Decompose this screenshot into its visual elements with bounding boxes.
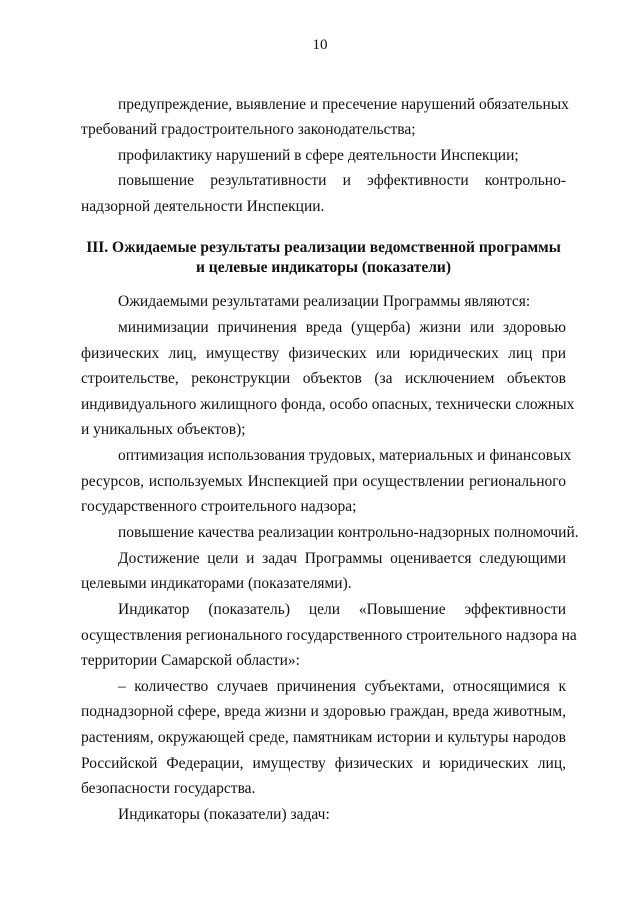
paragraph-line: требований градостроительного законодательства;: [81, 121, 416, 138]
paragraph-line: поднадзорной сфере, вреда жизни и здоровью граждан, вреда животным,: [81, 703, 566, 720]
paragraph-line: Индикатор (показатель) цели «Повышение эффективности: [118, 601, 566, 618]
paragraph-line: растениям, окружающей среде, памятникам истории и культуры народов: [81, 729, 566, 746]
paragraph-line: Российской Федерации, имуществу физических и юридических лиц,: [81, 755, 566, 772]
paragraph-line: надзорной деятельности Инспекции.: [81, 198, 325, 215]
paragraph-line: оптимизация использования трудовых, материальных и финансовых: [118, 447, 572, 464]
paragraph-line: повышение результативности и эффективности контрольно-: [118, 172, 566, 189]
paragraph-line: предупреждение, выявление и пресечение нарушений обязательных: [118, 96, 569, 113]
page-number: 10: [312, 37, 328, 53]
paragraph-line: профилактику нарушений в сфере деятельности Инспекции;: [118, 147, 519, 164]
paragraph-line: безопасности государства.: [81, 780, 256, 797]
paragraph-line: территории Самарской области»:: [81, 652, 300, 669]
paragraph-line: Ожидаемыми результатами реализации Программы являются:: [118, 293, 531, 310]
paragraph-line: осуществления регионального государственного строительного надзора на: [81, 627, 577, 644]
paragraph-line: повышение качества реализации контрольно-надзорных полномочий.: [118, 524, 579, 541]
paragraph-line: строительстве, реконструкции объектов (за исключением объектов: [81, 370, 566, 387]
paragraph-line: и уникальных объектов);: [81, 421, 246, 438]
section-heading: и целевые индикаторы (показатели): [195, 259, 451, 276]
paragraph-line: государственного строительного надзора;: [81, 498, 357, 515]
paragraph-line: Индикаторы (показатели) задач:: [118, 806, 330, 823]
paragraph-line: целевыми индикаторами (показателями).: [81, 575, 352, 592]
paragraph-line: минимизации причинения вреда (ущерба) жизни или здоровью: [118, 319, 566, 336]
paragraph-line: – количество случаев причинения субъектами, относящимися к: [118, 678, 566, 695]
paragraph-line: физических лиц, имуществу физических или юридических лиц при: [81, 345, 566, 362]
section-heading: III. Ожидаемые результаты реализации ведомственной программы: [86, 239, 561, 256]
paragraph-line: ресурсов, используемых Инспекцией при осуществлении регионального: [81, 473, 566, 490]
paragraph-line: индивидуального жилищного фонда, особо опасных, технически сложных: [81, 396, 575, 413]
paragraph-line: Достижение цели и задач Программы оценивается следующими: [118, 550, 566, 567]
